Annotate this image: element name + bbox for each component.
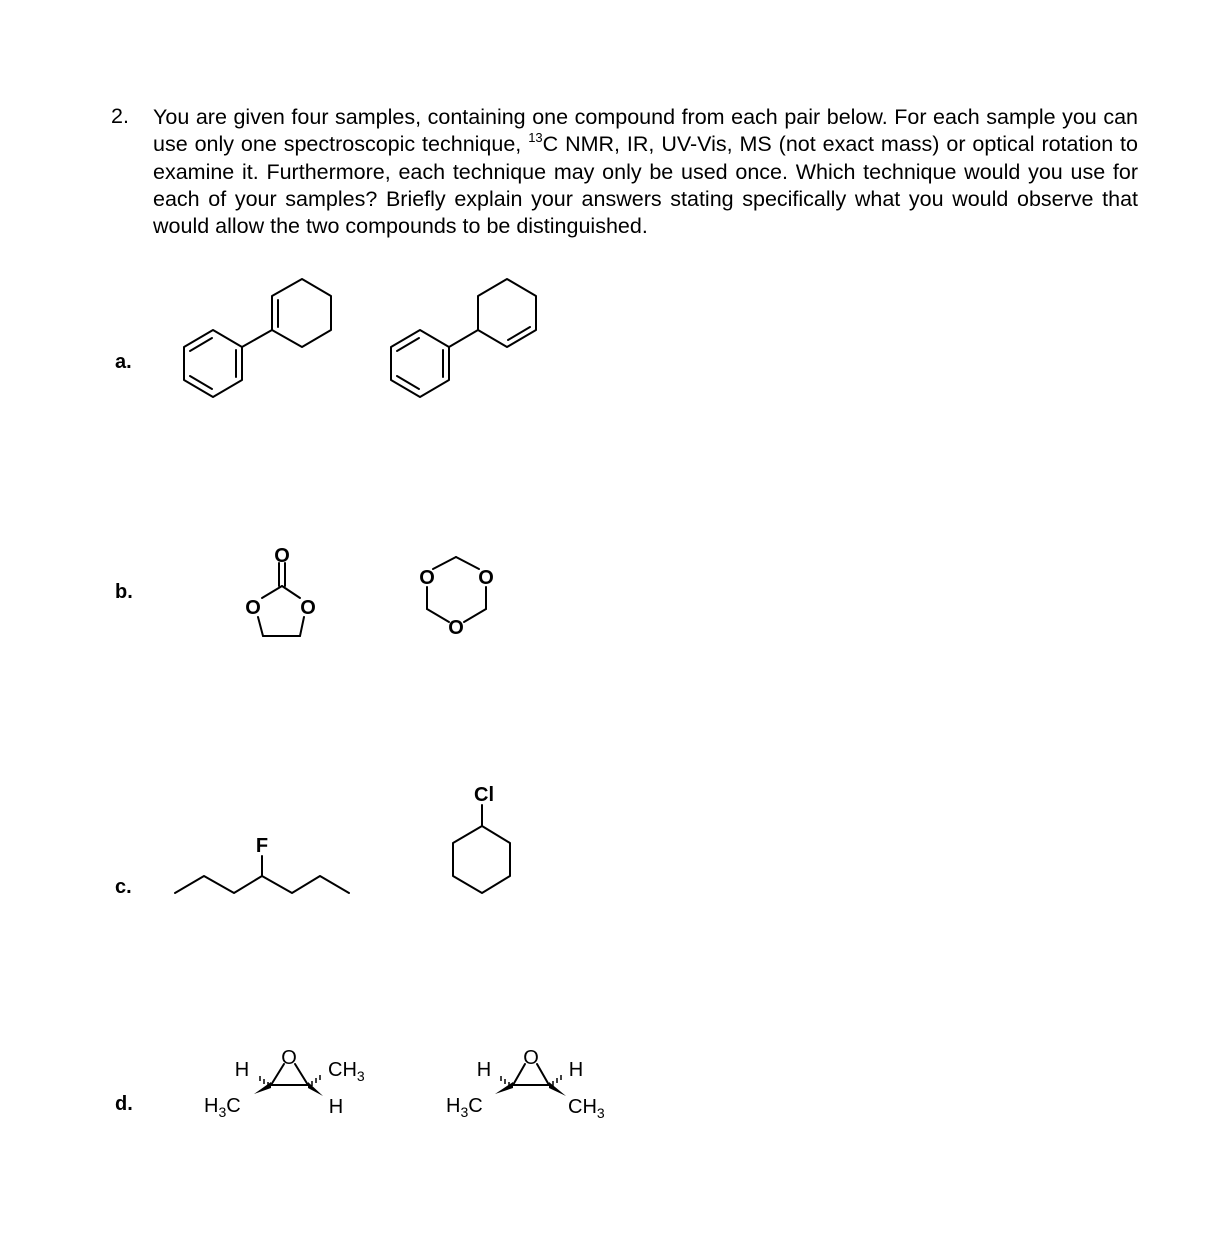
- trioxane-oxygen-left: O: [419, 567, 435, 589]
- ring-oxygen-left: O: [245, 597, 261, 619]
- structure-cis-epoxide: [446, 1047, 605, 1121]
- structure-fluoroalkane: [175, 835, 349, 893]
- hydrogen-2a: H: [476, 1059, 492, 1081]
- structure-chlorocyclohexane: [453, 784, 510, 893]
- hydrogen-1b: H: [328, 1096, 344, 1118]
- methyl-2a: $H_3C$: [446, 1095, 483, 1120]
- chlorine-atom: Cl: [474, 784, 494, 806]
- question-text-part1: You are given four samples, containing one compound from each pair below. For each sample you can use only one spectroscopic technique,: [153, 105, 1138, 157]
- methyl-1a: $H_3C$: [204, 1095, 241, 1120]
- part-label-c: c.: [115, 876, 132, 898]
- trioxane-oxygen-right: O: [478, 567, 494, 589]
- hydrogen-1a: H: [234, 1059, 250, 1081]
- fluorine-atom: F: [255, 835, 269, 857]
- isotope-superscript: 13: [528, 130, 543, 146]
- part-label-b: b.: [115, 581, 133, 603]
- question-number: 2.: [111, 104, 129, 128]
- structure-trioxane: [419, 557, 494, 639]
- methyl-1b: $CH_3$: [328, 1059, 365, 1084]
- epoxide-oxygen-1: O: [281, 1047, 297, 1069]
- structure-1-phenylcyclohexene: [184, 279, 331, 397]
- part-label-d: d.: [115, 1093, 133, 1115]
- question-text-part2: C NMR, IR, UV-Vis, MS (not exact mass) or optical rotation to examine it. Furthermore, each technique may only be used once. Which technique would you use for each of your samples? Briefly explain your answers stating specifically what you would observe that would allow the two compounds to be distinguished.: [153, 132, 1138, 239]
- structure-trans-epoxide: [204, 1047, 365, 1120]
- part-label-a: a.: [115, 351, 132, 373]
- ring-oxygen-right: O: [300, 597, 316, 619]
- trioxane-oxygen-bottom: O: [448, 617, 464, 639]
- structure-ethylene-carbonate: [245, 545, 316, 636]
- structure-3-phenylcyclohexene: [391, 279, 536, 397]
- methyl-2b: $CH_3$: [568, 1096, 605, 1121]
- epoxide-oxygen-2: O: [523, 1047, 539, 1069]
- carbonyl-oxygen: O: [274, 545, 290, 567]
- hydrogen-2b: H: [568, 1059, 584, 1081]
